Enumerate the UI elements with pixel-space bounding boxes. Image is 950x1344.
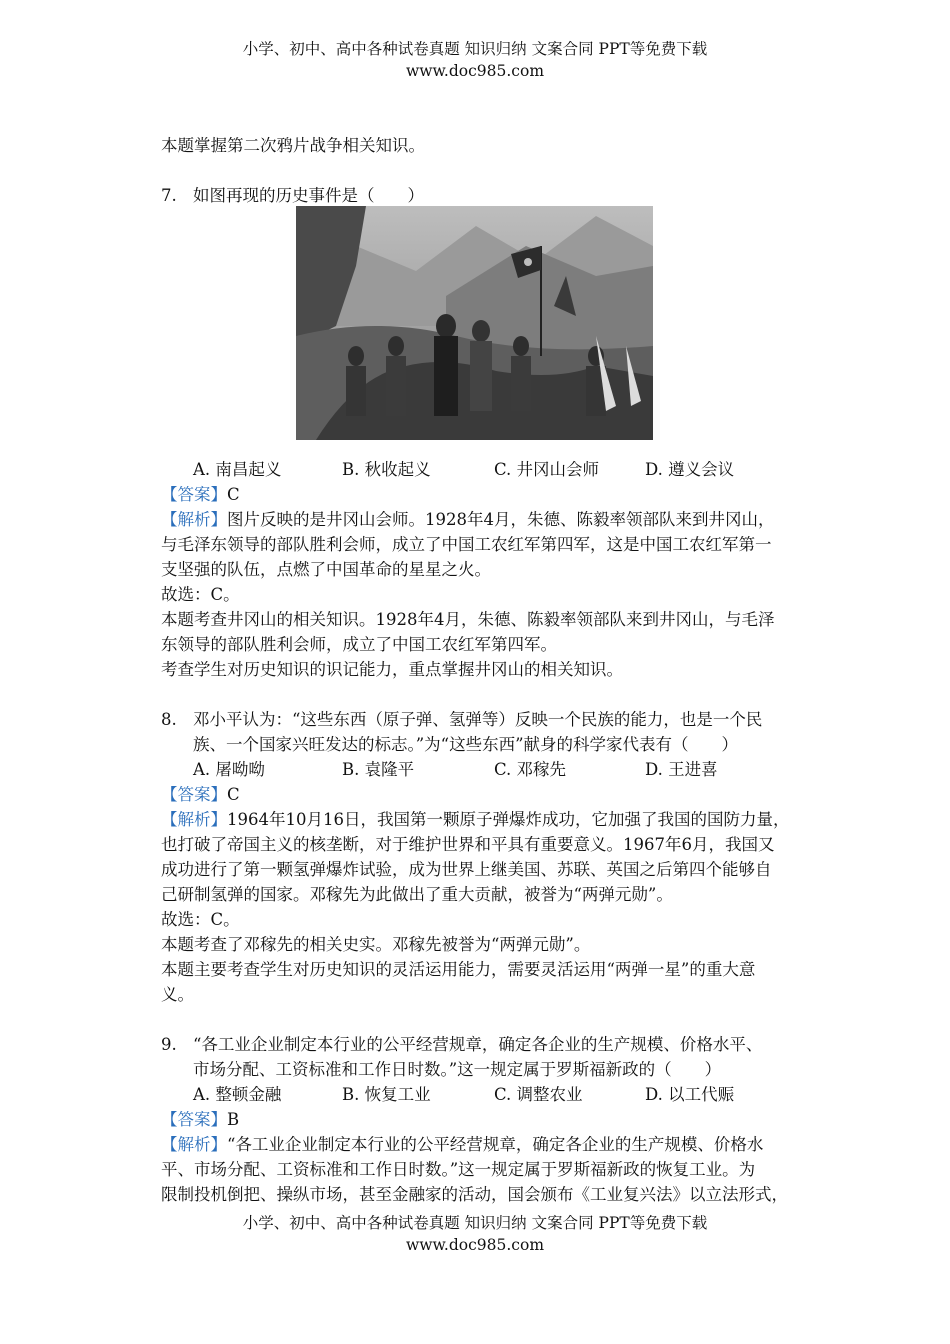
q8-option-a: A. 屠呦呦 bbox=[193, 760, 265, 779]
q7-analysis-line-3: 支坚强的队伍，点燃了中国革命的星星之火。 bbox=[161, 560, 491, 579]
q8-analysis-line-6: 本题考查了邓稼先的相关史实。邓稼先被誉为“两弹元勋”。 bbox=[161, 935, 591, 954]
painting-illustration bbox=[296, 206, 653, 440]
q7-option-d: D. 遵义会议 bbox=[645, 460, 735, 479]
q8-analysis-line-3: 成功进行了第一颗氢弹爆炸试验，成为世界上继美国、苏联、英国之后第四个能够自 bbox=[161, 860, 772, 879]
q8-analysis-line-5: 故选：C。 bbox=[161, 910, 240, 929]
q7-stem: 如图再现的历史事件是（ ） bbox=[193, 186, 424, 205]
q9-option-c: C. 调整农业 bbox=[494, 1085, 583, 1104]
q9-option-a: A. 整顿金融 bbox=[193, 1085, 282, 1104]
q8-option-b: B. 袁隆平 bbox=[342, 760, 415, 779]
analysis-tag: 【解析】 bbox=[161, 810, 227, 829]
q9-analysis-line-2: 平、市场分配、工资标准和工作日时数。”这一规定属于罗斯福新政的恢复工业。为 bbox=[161, 1160, 756, 1179]
q8-answer-value: C bbox=[227, 785, 240, 804]
q8-option-c: C. 邓稼先 bbox=[494, 760, 567, 779]
page-header bbox=[0, 38, 950, 82]
q7-painting-image bbox=[296, 206, 653, 440]
q8-analysis-line-1: 【解析】1964年10月16日，我国第一颗原子弹爆炸成功，它加强了我国的国防力量， bbox=[161, 810, 790, 829]
answer-tag: 【答案】 bbox=[161, 785, 227, 804]
q7-answer-value: C bbox=[227, 485, 240, 504]
q8-analysis-line-2: 也打破了帝国主义的核垄断，对于维护世界和平具有重要意义。1967年6月，我国又 bbox=[161, 835, 775, 854]
analysis-tag: 【解析】 bbox=[161, 510, 227, 529]
q7-analysis-line-1: 【解析】图片反映的是井冈山会师。1928年4月，朱德、陈毅率领部队来到井冈山， bbox=[161, 510, 775, 529]
q8-analysis-line-7: 本题主要考查学生对历史知识的灵活运用能力，需要灵活运用“两弹一星”的重大意 bbox=[161, 960, 756, 979]
q7-analysis-line-6: 东领导的部队胜利会师，成立了中国工农红军第四军。 bbox=[161, 635, 557, 654]
footer-line-1: 小学、初中、高中各种试卷真题 知识归纳 文案合同 PPT等免费下载 bbox=[242, 1214, 708, 1232]
q7-option-b: B. 秋收起义 bbox=[342, 460, 431, 479]
footer-line-2: www.doc985.com bbox=[405, 1236, 545, 1254]
q9-stem-line-1: “各工业企业制定本行业的公平经营规章，确定各企业的生产规模、价格水平、 bbox=[193, 1035, 763, 1054]
q9-analysis-line-1: 【解析】“各工业企业制定本行业的公平经营规章，确定各企业的生产规模、价格水 bbox=[161, 1135, 764, 1154]
q7-analysis-line-7: 考查学生对历史知识的识记能力，重点掌握井冈山的相关知识。 bbox=[161, 660, 623, 679]
q9-option-d: D. 以工代赈 bbox=[645, 1085, 735, 1104]
q7-analysis-line-4: 故选：C。 bbox=[161, 585, 240, 604]
q9-stem-line-2: 市场分配、工资标准和工作日时数。”这一规定属于罗斯福新政的（ ） bbox=[193, 1060, 722, 1079]
q7-number: 7. bbox=[161, 186, 177, 205]
q8-answer bbox=[161, 783, 240, 807]
answer-tag: 【答案】 bbox=[161, 485, 227, 504]
q9-answer bbox=[161, 1108, 239, 1132]
answer-tag: 【答案】 bbox=[161, 1110, 227, 1129]
q8-analysis-line-8: 义。 bbox=[161, 985, 194, 1004]
q9-option-b: B. 恢复工业 bbox=[342, 1085, 431, 1104]
q7-option-a: A. 南昌起义 bbox=[193, 460, 282, 479]
q8-number: 8. bbox=[161, 710, 177, 729]
q8-stem-line-2: 族、一个国家兴旺发达的标志。”为“这些东西”献身的科学家代表有（ ） bbox=[193, 735, 739, 754]
q7-analysis-line-2: 与毛泽东领导的部队胜利会师，成立了中国工农红军第四军，这是中国工农红军第一 bbox=[161, 535, 772, 554]
q8-analysis-line-4: 己研制氢弹的国家。邓稼先为此做出了重大贡献，被誉为“两弹元勋”。 bbox=[161, 885, 673, 904]
q9-number: 9. bbox=[161, 1035, 177, 1054]
q7-analysis-line-5: 本题考查井冈山的相关知识。1928年4月，朱德、陈毅率领部队来到井冈山，与毛泽 bbox=[161, 610, 775, 629]
analysis-tag: 【解析】 bbox=[161, 1135, 227, 1154]
q7-option-c: C. 井冈山会师 bbox=[494, 460, 600, 479]
q9-answer-value: B bbox=[227, 1110, 240, 1129]
q8-stem-line-1: 邓小平认为：“这些东西（原子弹、氢弹等）反映一个民族的能力，也是一个民 bbox=[193, 710, 763, 729]
page-footer bbox=[0, 1212, 950, 1256]
q8-option-d: D. 王进喜 bbox=[645, 760, 718, 779]
intro-text: 本题掌握第二次鸦片战争相关知识。 bbox=[161, 136, 425, 155]
q9-analysis-line-3: 限制投机倒把、操纵市场，甚至金融家的活动，国会颁布《工业复兴法》以立法形式， bbox=[161, 1185, 788, 1204]
header-line-1: 小学、初中、高中各种试卷真题 知识归纳 文案合同 PPT等免费下载 bbox=[242, 40, 708, 58]
q7-answer bbox=[161, 483, 240, 507]
header-line-2: www.doc985.com bbox=[405, 62, 545, 80]
